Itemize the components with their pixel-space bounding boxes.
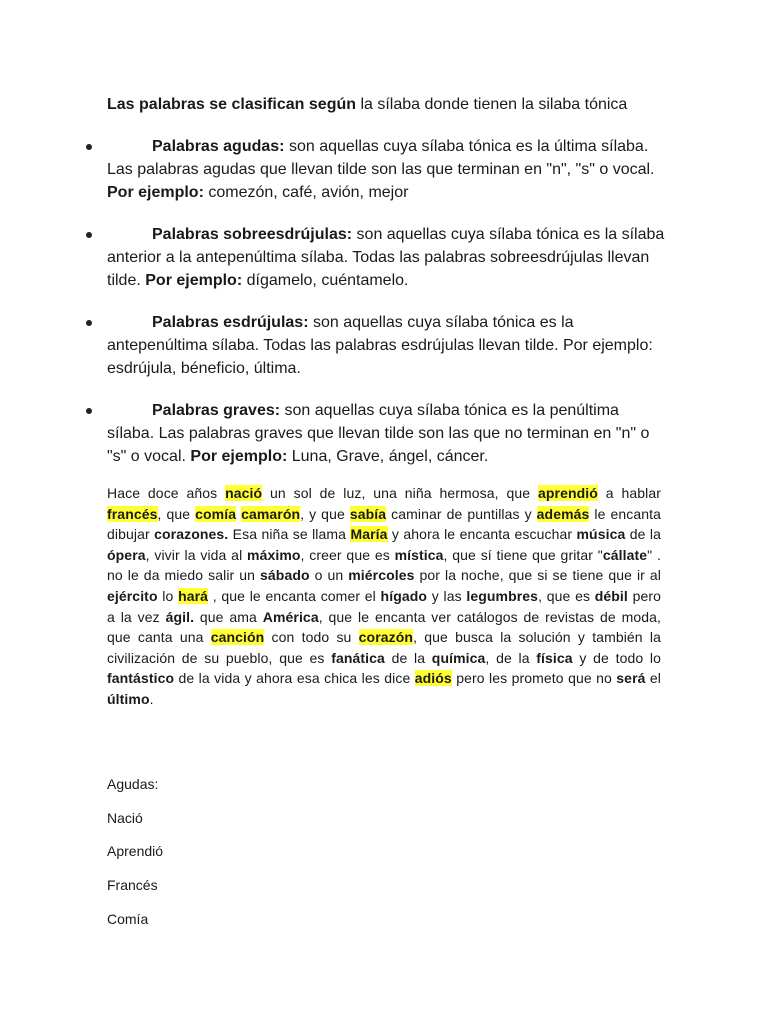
bold-word: legumbres [466,587,539,604]
list-item [107,399,667,468]
term: Palabras esdrújulas: [152,314,309,331]
story-text: , vivir la vida al [145,546,248,563]
story-text: a hablar [597,485,661,501]
story-text: caminar de puntillas y [386,505,537,522]
list-item: Aprendió [107,843,164,859]
highlighted-word: adiós [414,670,452,687]
story-text: , de la [485,649,537,666]
story-text: por la noche, que si se tiene que ir al [414,567,662,584]
highlighted-word: francés [107,505,158,522]
bold-word: fanática [331,649,385,666]
example-label: Por ejemplo: [190,448,288,465]
highlighted-word: camarón [241,505,301,522]
bold-word: cállate [602,546,648,563]
highlighted-word: además [536,505,590,522]
term: Palabras graves: [152,402,281,419]
bold-word: mística [394,546,444,563]
story-text: pero les prometo que no [451,670,617,687]
highlighted-word: nació [225,485,263,501]
story-text: , y que [300,505,350,522]
story-paragraph [107,483,661,710]
intro-line [107,94,687,116]
story-text: , que le encanta comer el [208,587,381,604]
story-text: y de todo lo [572,649,662,666]
bold-word: ópera [107,546,146,563]
story-text: le encanta dibujar [107,505,661,543]
story-text: o un [309,567,349,584]
story-text: con todo su [264,629,359,646]
story-text: pero a la vez [107,587,662,625]
story-text: , que [157,505,196,522]
bold-word: música [576,526,626,543]
story-text: de la vida y ahora esa chica les dice [174,670,415,687]
story-text: Hace doce años [107,485,226,501]
example: dígamelo, cuéntamelo. [242,272,409,289]
definition: son aquellas cuya sílaba tónica es la última sílaba. Las palabras agudas que llevan tilde son las que terminan en "n", "s" o vocal. [107,138,655,178]
bold-word: ágil. [165,608,195,625]
bold-word: será [616,670,646,687]
story-text: Esa niña se llama [228,526,351,543]
example-label: Por ejemplo: [107,184,204,201]
bullet-icon [86,408,92,414]
highlighted-word: sabía [349,505,387,522]
bold-word: América [262,608,319,625]
bold-word: química [431,649,486,666]
story-text: , que sí tiene que gritar " [443,546,603,563]
story-text: y ahora le encanta escuchar [387,526,577,543]
list-item: Francés [107,877,158,893]
term: Palabras agudas: [152,138,285,155]
story-text: de la [384,649,432,666]
bullet-icon [86,144,92,150]
list-item: Nació [107,810,143,826]
story-text: el [645,670,662,687]
definition: son aquellas cuya sílaba tónica es la sílaba anterior a la antepenúltima sílaba. Todas las palabras sobreesdrújulas llevan tilde. [107,226,665,289]
highlighted-word: hará [178,587,209,604]
bullet-icon [86,232,92,238]
list-item [107,311,667,380]
definition: son aquellas cuya sílaba tónica es la antepenúltima sílaba. Todas las palabras esdrújulas llevan tilde. Por ejemplo: esdrújula, béneficio, última. [107,314,653,377]
story-text: un sol de luz, una niña hermosa, que [262,485,538,501]
story-text: lo [157,587,179,604]
story-text: , que busca la solución y también la civilización de su pueblo, que es [107,629,662,666]
story-text: . [149,690,154,707]
bold-word: sábado [260,567,310,584]
highlighted-word: corazón [358,629,414,646]
example: comezón, café, avión, mejor [203,184,409,201]
bold-word: máximo [247,546,301,563]
story-text: , que le encanta ver catálogos de revistas de moda, que canta una [107,608,661,646]
bold-word: fantástico [107,670,175,687]
list-item: Comía [107,911,149,927]
list-item [107,223,667,292]
definition: son aquellas cuya sílaba tónica es la penúltima sílaba. Las palabras graves que llevan tilde son las que no terminan en "n" o "s" o vocal. [107,402,650,465]
example: Luna, Grave, ángel, cáncer. [287,448,489,465]
bold-word: física [536,649,573,666]
bullet-icon [86,320,92,326]
intro-rest: la sílaba donde tienen la silaba tónica [356,96,628,113]
bold-word: hígado [380,587,428,604]
story-text: , creer que es [300,546,395,563]
story-text: que ama [194,608,263,625]
story-text: y las [427,587,467,604]
story-text: de la [625,526,662,543]
story-text: " . no le da miedo salir un [107,546,661,584]
story-text: , que es [538,587,595,604]
agudas-heading: Agudas: [107,776,159,792]
bold-word: ejército [107,587,158,604]
highlighted-word: comía [195,505,237,522]
bold-word: miércoles [348,567,415,584]
list-item [107,135,667,204]
intro-bold: Las palabras se clasifican según [107,96,357,113]
bold-word: débil [594,587,628,604]
highlighted-word: canción [210,629,265,646]
highlighted-word: aprendió [537,485,598,501]
example-label: Por ejemplo: [145,272,243,289]
term: Palabras sobreesdrújulas: [152,226,353,243]
bold-word: último [107,690,150,707]
bold-word: corazones. [154,526,229,543]
highlighted-word: María [350,526,388,543]
